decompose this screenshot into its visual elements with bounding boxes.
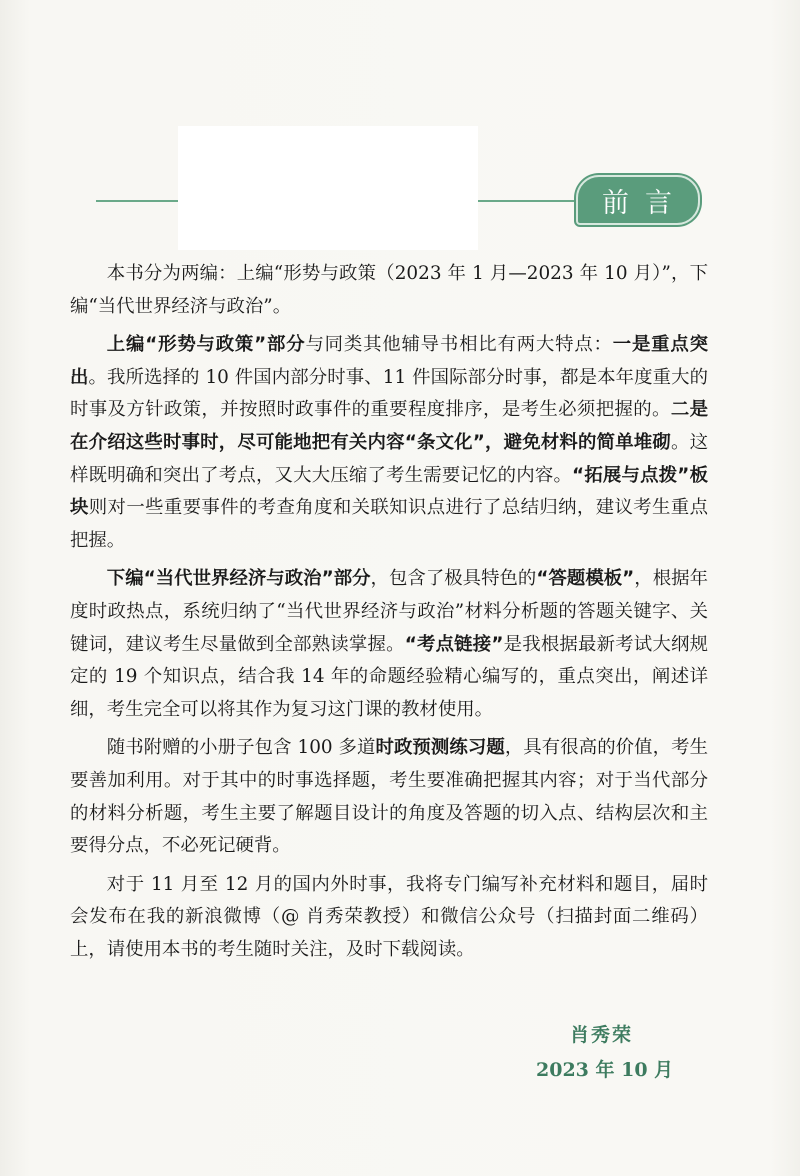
paragraph xyxy=(70,329,708,557)
bold-text-run: 二是在介绍这些时事时，尽可能地把有关内容“条文化”，避免材料的简单堆砌 xyxy=(70,399,708,453)
text-run: 则对一些重要事件的考查角度和关联知识点进行了总结归纳，建议考生重点把握。 xyxy=(70,497,708,551)
text-run: 。这样既明确和突出了考点，又大大压缩了考生需要记忆的内容。 xyxy=(70,431,708,486)
paragraph xyxy=(70,869,708,967)
text-run: ，具有很高的价值，考生要善加利用。对于其中的时事选择题，考生要准确把握其内容；对于当代部分的材料分析题，考生主要了解题目设计的角度及答题的切入点、结构层次和主要得分点，不必死记硬背。 xyxy=(70,737,708,857)
text-run: 与同类其他辅导书相比有两大特点： xyxy=(305,334,613,356)
signature-date: 2023 年 10 月 xyxy=(536,1059,674,1081)
bold-text-run: 时政预测练习题 xyxy=(375,737,505,759)
blank-patch xyxy=(178,126,478,250)
text-run: 对于 11 月至 12 月的国内外时事，我将专门编写补充材料和题目，届时会发布在我的新浪微博（@ 肖秀荣教授）和微信公众号（扫描封面二维码）上，请使用本书的考生随时关注，及时下载阅读。 xyxy=(70,873,708,960)
bold-text-run: “考点链接” xyxy=(404,633,504,655)
text-run: 本书分为两编：上编“形势与政策（2023 年 1 月—2023 年 10 月）”，下编“当代世界经济与政治”。 xyxy=(70,263,708,317)
paragraph xyxy=(70,258,708,323)
author-name: 肖秀荣 xyxy=(570,1024,634,1046)
paragraph xyxy=(70,563,708,726)
bold-text-run: 下编“当代世界经济与政治”部分 xyxy=(106,568,371,590)
text-run: ，包含了极具特色的 xyxy=(370,568,537,590)
preface-body xyxy=(70,258,708,972)
text-run: 随书附赠的小册子包含 100 多道 xyxy=(106,737,376,759)
page-title: 前言 xyxy=(602,187,688,219)
bold-text-run: “答题模板” xyxy=(536,568,635,590)
text-run: ，根据年度时政热点，系统归纳了“当代世界经济与政治”材料分析题的答题关键字、关键词，建议考生尽量做到全部熟读掌握。 xyxy=(70,568,708,655)
paragraph xyxy=(70,732,708,862)
bold-text-run: “拓展与点拨”板块 xyxy=(70,464,708,519)
text-run: 。我所选择的 10 件国内部分时事、11 件国际部分时事，都是本年度重大的时事及方针政策，并按照时政事件的重要程度排序，是考生必须把握的。 xyxy=(70,366,708,421)
bold-text-run: 上编“形势与政策”部分 xyxy=(106,334,306,356)
title-badge xyxy=(576,175,700,225)
bold-text-run: 一是重点突出 xyxy=(70,334,708,388)
text-run: 是我根据最新考试大纲规定的 19 个知识点，结合我 14 年的命题经验精心编写的，重点突出，阐述详细，考生完全可以将其作为复习这门课的教材使用。 xyxy=(70,633,708,720)
